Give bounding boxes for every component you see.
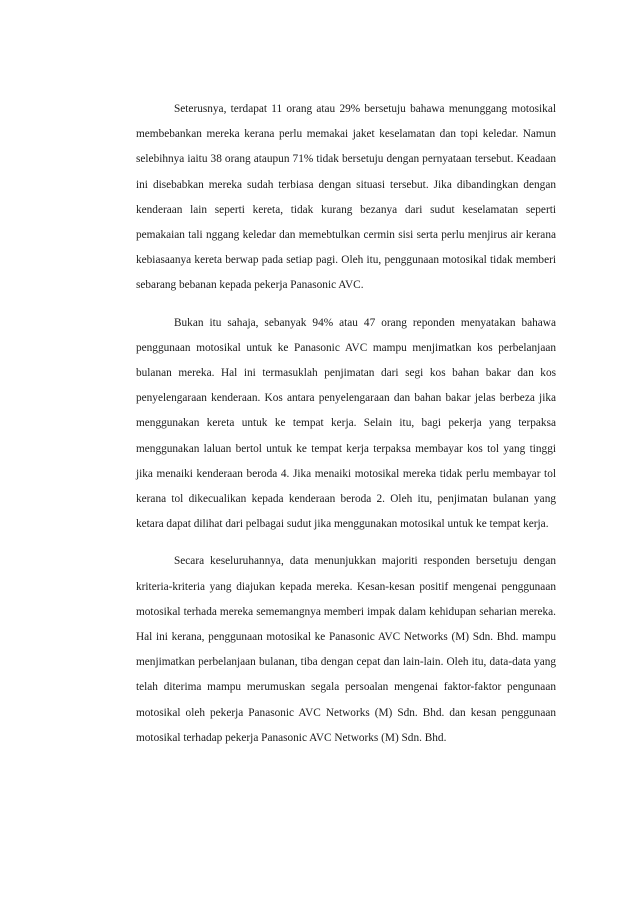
paragraph-monthly-savings: Bukan itu sahaja, sebanyak 94% atau 47 orang reponden menyatakan bahawa penggunaan motosikal untuk ke Panasonic AVC mampu menjimatkan kos perbelanjaan bulanan mereka. Hal ini termasuklah penjimatan dari segi kos bahan bakar dan kos penyelengaraan kenderaan. Kos antara penyelengaraan dan bahan bakar jelas berbeza jika menggunakan kereta untuk ke tempat kerja. Selain itu, bagi pekerja yang terpaksa menggunakan laluan bertol untuk ke tempat kerja terpaksa membayar kos tol yang tinggi jika menaiki kenderaan beroda 4. Jika menaiki motosikal mereka tidak perlu membayar tol kerana tol dikecualikan kepada kenderaan beroda 2. Oleh itu, penjimatan bulanan yang ketara dapat dilihat dari pelbagai sudut jika menggunakan motosikal untuk ke tempat kerja. [136, 316, 556, 531]
paragraph-conclusion: Secara keseluruhannya, data menunjukkan majoriti responden bersetuju dengan kriteria-kriteria yang diajukan kepada mereka. Kesan-kesan positif mengenai penggunaan motosikal terhada mereka sememangnya memberi impak dalam kehidupan seharian mereka. Hal ini kerana, penggunaan motosikal ke Panasonic AVC Networks (M) Sdn. Bhd. mampu menjimatkan perbelanjaan bulanan, tiba dengan cepat dan lain-lain. Oleh itu, data-data yang telah diterima mampu merumuskan segala persoalan mengenai faktor-faktor pengunaan motosikal oleh pekerja Panasonic AVC Networks (M) Sdn. Bhd. dan kesan penggunaan motosikal terhadap pekerja Panasonic AVC Networks (M) Sdn. Bhd. [136, 555, 556, 744]
paragraph-helmet-burden: Seterusnya, terdapat 11 orang atau 29% bersetuju bahawa menunggang motosikal membebankan mereka kerana perlu memakai jaket keselamatan dan topi keledar. Namun selebihnya iaitu 38 orang ataupun 71% tidak bersetuju dengan pernyataan tersebut. Keadaan ini disebabkan mereka sudah terbiasa dengan situasi tersebut. Jika dibandingkan dengan kenderaan lain seperti kereta, tidak kurang bezanya dari sudut keselamatan seperti pemakaian tali nggang keledar dan memebtulkan cermin sisi serta perlu menjirus air kerana kebiasaanya kereta berwap pada setiap pagi. Oleh itu, penggunaan motosikal tidak memberi sebarang bebanan kepada pekerja Panasonic AVC. [136, 103, 556, 292]
document-page [136, 97, 556, 751]
